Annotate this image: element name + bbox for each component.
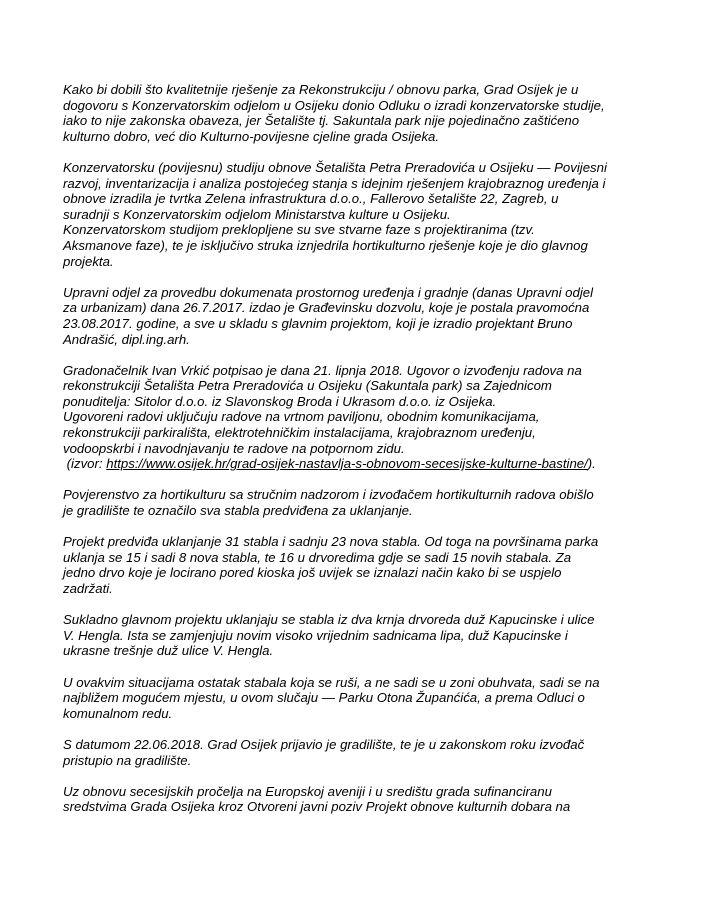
document-body bbox=[63, 82, 643, 831]
text-line: U ovakvim situacijama ostatak stabala koja se ruši, a ne sadi se u zoni obuhvata, sadi se na bbox=[63, 674, 600, 690]
text-line: rekonstrukciji Šetališta Petra Preradovića u Osijeku (Sakuntala park) sa Zajednicom bbox=[63, 378, 552, 394]
text-line: Aksmanove faze), te je isključivo struka iznjedrila hortikulturno rješenje koje je dio glavnog bbox=[63, 237, 588, 253]
text-line: komunalnom redu. bbox=[63, 705, 173, 721]
paragraph-konzervatorska-odluka bbox=[63, 82, 643, 144]
paragraph-prijava-gradilista bbox=[63, 737, 643, 768]
paragraph-ostatak-stabala bbox=[63, 675, 643, 722]
text-line: uklanja se 15 i sadi 8 nova stabla, te 16 u drvoredima gdje se sadi 15 novih stabala. Za bbox=[63, 549, 572, 565]
text-line: S datumom 22.06.2018. Grad Osijek prijavio je gradilište, te je u zakonskom roku izvođač bbox=[63, 736, 585, 752]
source-line bbox=[63, 456, 643, 472]
paragraph-drvoredi bbox=[63, 612, 643, 659]
text-line: zadržati. bbox=[63, 581, 113, 596]
text-line: jedno drvo koje je locirano pored kioska još uvijek se iznalazi način kako bi se uspjelo bbox=[63, 565, 562, 581]
text-line: obnove izradila je tvrtka Zelena infrastruktura d.o.o., Fallerovo šetalište 22, Zagreb, u bbox=[63, 191, 559, 207]
paragraph-konzervatorska-studija bbox=[63, 160, 643, 269]
text-line: Sukladno glavnom projektu uklanjaju se stabla iz dva krnja drvoreda duž Kapucinske i ulice bbox=[63, 612, 595, 628]
text-line: razvoj, inventarizacija i analiza postojećeg stanja s idejnim rješenjem krajobraznog uređenja i bbox=[63, 175, 606, 191]
paragraph-ugovor-o-izvodenju bbox=[63, 363, 643, 472]
text-line: suradnji s Konzervatorskim odjelom Ministarstva kulture u Osijeku. bbox=[63, 206, 451, 222]
text-line: iako to nije zakonska obaveza, jer Šetalište tj. Sakuntala park nije pojedinačno zaštićeno bbox=[63, 113, 580, 129]
paragraph-obnova-procelja bbox=[63, 784, 643, 815]
text-line: najbližem mogućem mjestu, u ovom slučaju — Parku Otona Županćića, a prema Odluci o bbox=[63, 690, 585, 706]
text-line: Uz obnovu secesijskih pročelja na Europskoj aveniji i u središtu grada sufinanciranu bbox=[63, 783, 552, 799]
paragraph-povjerenstvo bbox=[63, 487, 643, 518]
text-line: Andrašić, dipl.ing.arh. bbox=[63, 331, 190, 347]
paragraph-uklanjanje-stabala bbox=[63, 534, 643, 596]
text-line: Kako bi dobili što kvalitetnije rješenje za Rekonstrukciju / obnovu parka, Grad Osijek je u bbox=[63, 82, 579, 97]
text-line: ponuditelja: Sitolor d.o.o. iz Slavonskog Broda i Ukrasom d.o.o. iz Osijeka. bbox=[63, 393, 497, 409]
text-line: je gradilište te označilo sva stabla predviđena za uklanjanje. bbox=[63, 503, 413, 519]
paragraph-gradevinska-dozvola bbox=[63, 285, 643, 347]
text-line: Povjerenstvo za hortikulturu sa stručnim nadzorom i izvođačem hortikulturnih radova obišlo bbox=[63, 487, 594, 503]
text-line: vodoopskrbi i navodnjavanju te radove na potpornom zidu. bbox=[63, 440, 405, 456]
text-line: projekta. bbox=[63, 253, 114, 269]
text-line: Konzervatorsku (povijesnu) studiju obnove Šetališta Petra Preradovića u Osijeku — Povijesni bbox=[63, 159, 607, 175]
text-line: Upravni odjel za provedbu dokumenata prostornog uređenja i gradnje (danas Upravni odjel bbox=[63, 284, 594, 300]
text-line: dogovoru s Konzervatorskim odjelom u Osijeku donio Odluku o izradi konzervatorske studije, bbox=[63, 97, 605, 113]
source-suffix: ). bbox=[587, 456, 596, 472]
text-line: za urbanizam) dana 26.7.2017. izdao je Građevinsku dozvolu, koje je postala pravomoćna bbox=[63, 300, 590, 316]
text-line: ukrasne trešnje duž ulice V. Hengla. bbox=[63, 643, 274, 659]
text-line: V. Hengla. Ista se zamjenjuju novim visoko vrijednim sadnicama lipa, duž Kapucinske i bbox=[63, 627, 568, 643]
text-line: kulturno dobro, već dio Kulturno-povijesne cjeline grada Osijeka. bbox=[63, 128, 440, 144]
source-prefix: (izvor: bbox=[63, 456, 107, 472]
text-line: Ugovoreni radovi uključuju radove na vrtnom paviljonu, obodnim komunikacijama, bbox=[63, 409, 540, 425]
text-line: Gradonačelnik Ivan Vrkić potpisao je dana 21. lipnja 2018. Ugovor o izvođenju radova na bbox=[63, 362, 582, 378]
text-line: sredstvima Grada Osijeka kroz Otvoreni javni poziv Projekt obnove kulturnih dobara na bbox=[63, 799, 571, 815]
text-line: Projekt predviđa uklanjanje 31 stabla i sadnju 23 nova stabla. Od toga na površinama parka bbox=[63, 534, 599, 550]
source-link[interactable]: https://www.osijek.hr/grad-osijek-nastavlja-s-obnovom-secesijske-kulturne-bastine/ bbox=[106, 456, 588, 472]
text-line: pristupio na gradilište. bbox=[63, 752, 192, 768]
text-line: Konzervatorskom studijom preklopljene su sve stvarne faze s projektiranima (tzv. bbox=[63, 222, 535, 238]
text-line: rekonstrukciji parkirališta, elektrotehničkim instalacijama, krajobraznom uređenju, bbox=[63, 425, 536, 441]
text-line: 23.08.2017. godine, a sve u skladu s glavnim projektom, koji je izradio projektant Bruno bbox=[63, 315, 573, 331]
